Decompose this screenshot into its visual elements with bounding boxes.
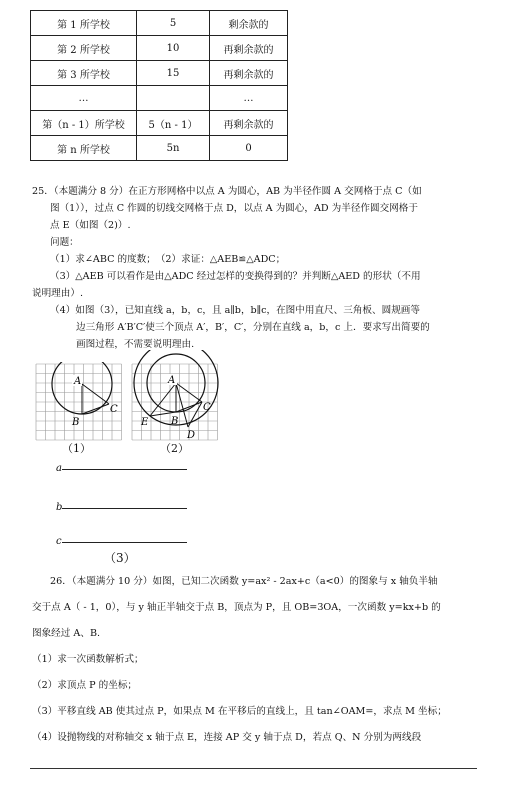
label-a-1: A bbox=[74, 376, 82, 387]
table-cell: 再剩余款的 bbox=[210, 36, 288, 61]
segment-bc bbox=[82, 404, 109, 414]
table-cell: 5 bbox=[137, 11, 210, 36]
line-a bbox=[62, 469, 187, 470]
q25-line-6: （3）△AEB 可以看作是由△ADC 经过怎样的变换得到的？并判断△AED 的形状（不用 bbox=[50, 271, 421, 282]
table-row bbox=[31, 36, 288, 61]
table-cell: 第 2 所学校 bbox=[31, 36, 137, 61]
table-cell: 10 bbox=[137, 36, 210, 61]
label-b-2: B bbox=[171, 416, 179, 427]
label-c-1: C bbox=[110, 404, 118, 415]
label-c-2: C bbox=[203, 402, 211, 413]
figure-1-label: （1） bbox=[62, 442, 91, 455]
q25-line-1: 25．（本题满分 8 分）在正方形网格中以点 A 为圆心，AB 为半径作圆 A 交网格于点 C（如 bbox=[32, 186, 422, 197]
table-cell: 0 bbox=[210, 136, 288, 161]
line-a-label: a bbox=[56, 463, 62, 474]
label-d-2: D bbox=[187, 430, 196, 441]
table-cell: 15 bbox=[137, 61, 210, 86]
q26-line-4: （1）求一次函数解析式； bbox=[32, 654, 144, 665]
segment-ac bbox=[82, 384, 109, 404]
table-cell: … bbox=[31, 86, 137, 111]
line-c bbox=[62, 542, 187, 543]
table-cell bbox=[137, 86, 210, 111]
q25-line-2: 图（1）），过点 C 作圆的切线交网格于点 D，以点 A 为圆心，AD 为半径作圆交网格于 bbox=[50, 203, 418, 214]
q26-line-3: 图象经过 A、B. bbox=[32, 628, 101, 639]
figure-1-grid bbox=[34, 362, 124, 444]
table-row bbox=[31, 136, 288, 161]
table-row bbox=[31, 61, 288, 86]
q25-line-10: 画图过程，不需要说明理由. bbox=[76, 339, 195, 350]
q25-line-4: 问题： bbox=[50, 237, 79, 248]
q26-line-1: 26．（本题满分 10 分）如图，已知二次函数 y=ax² - 2ax+c（a<0）的图象与 x 轴负半轴 bbox=[50, 576, 438, 587]
line-b bbox=[62, 508, 187, 509]
q25-line-7: 说明理由）. bbox=[32, 288, 84, 299]
table-cell: 剩余款的 bbox=[210, 11, 288, 36]
q26-line-6: （3）平移直线 AB 使其过点 P，如果点 M 在平移后的直线上，且 tan∠OAM=，求点 M 坐标； bbox=[32, 706, 447, 717]
q25-line-3: 点 E（如图（2)）. bbox=[50, 220, 131, 231]
table-cell: 再剩余款的 bbox=[210, 111, 288, 136]
label-e-2: E bbox=[141, 417, 149, 428]
q25-line-8: （4）如图（3），已知直线 a，b，c，且 a∥b，b∥c，在图中用直尺、三角板、圆规画等 bbox=[50, 305, 420, 316]
table-cell: … bbox=[210, 86, 288, 111]
q26-line-2: 交于点 A（ - 1，0），与 y 轴正半轴交于点 B，顶点为 P，且 OB=3OA，一次函数 y=kx+b 的 bbox=[32, 602, 441, 613]
table-cell: 第（n - 1）所学校 bbox=[31, 111, 137, 136]
label-a-2: A bbox=[168, 375, 176, 386]
figure-3-label: （3） bbox=[104, 551, 136, 565]
figure-2-label: （2） bbox=[160, 442, 189, 455]
table-row bbox=[31, 111, 288, 136]
donation-table bbox=[30, 10, 288, 161]
q26-line-7: （4）设抛物线的对称轴交 x 轴于点 E，连接 AP 交 y 轴于点 D，若点 Q、N 分别为两线段 bbox=[32, 732, 422, 743]
table-cell: 第 n 所学校 bbox=[31, 136, 137, 161]
table-row bbox=[31, 86, 288, 111]
q25-line-5: （1）求∠ABC 的度数； （2）求证：△AEB≌△ADC； bbox=[50, 254, 286, 265]
q26-line-5: （2）求顶点 P 的坐标； bbox=[32, 680, 138, 691]
table-row bbox=[31, 11, 288, 36]
label-b-1: B bbox=[72, 417, 80, 428]
figure-2-grid bbox=[130, 350, 222, 446]
q25-line-9: 边三角形 A′B′C′使三个顶点 A′，B′，C′，分别在直线 a，b，c 上．要求写出简要的 bbox=[76, 322, 430, 333]
line-c-label: c bbox=[56, 536, 62, 547]
footer-rule bbox=[30, 768, 477, 769]
table-cell: 5n bbox=[137, 136, 210, 161]
table-cell: 第 1 所学校 bbox=[31, 11, 137, 36]
table-cell: 再剩余款的 bbox=[210, 61, 288, 86]
table-cell: 第 3 所学校 bbox=[31, 61, 137, 86]
line-b-label: b bbox=[56, 502, 63, 513]
table-cell: 5（n - 1） bbox=[137, 111, 210, 136]
